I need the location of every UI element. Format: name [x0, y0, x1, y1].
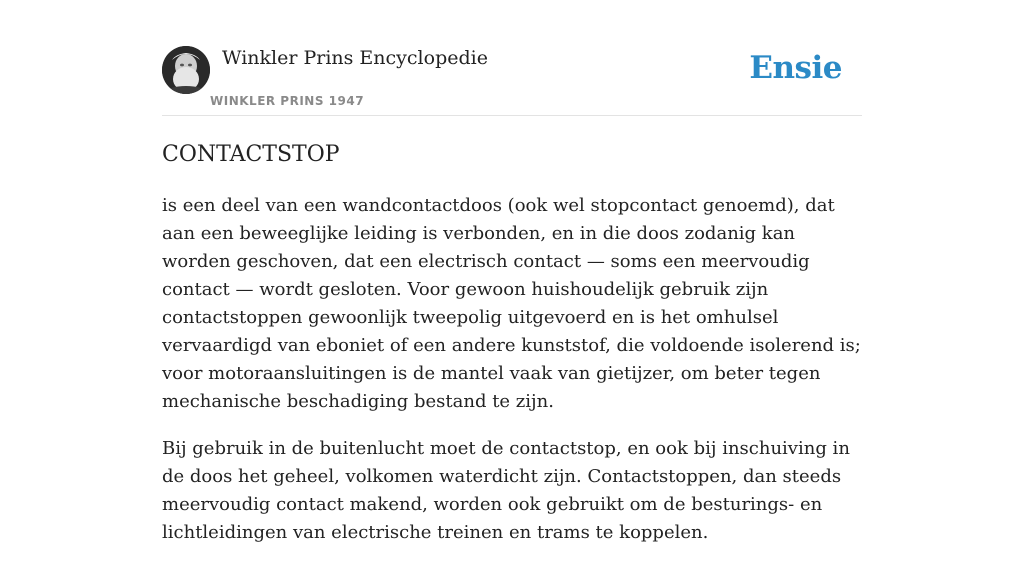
brand-logo[interactable]: Ensie	[749, 50, 842, 86]
source-title[interactable]: Winkler Prins Encyclopedie	[222, 47, 488, 69]
source-header	[162, 0, 862, 116]
entry-body	[162, 192, 862, 566]
page-container	[162, 0, 862, 543]
source-subtitle[interactable]: WINKLER PRINS 1947	[210, 94, 365, 108]
avatar[interactable]	[162, 46, 210, 94]
entry-title: CONTACTSTOP	[162, 142, 340, 167]
portrait-avatar-icon	[162, 46, 210, 94]
entry-paragraph: is een deel van een wandcontactdoos (ook wel stopcontact genoemd), dat aan een beweeglijke leiding is verbonden, en in die doos zodanig kan worden geschoven, dat een electrisch contact — soms een meervoudig contact — wordt gesloten. Voor gewoon huishoudelijk gebruik zijn contactstoppen gewoonlijk tweepolig uitgevoerd en is het omhulsel vervaardigd van eboniet of een andere kunststof, die voldoende isolerend is; voor motoraansluitingen is de mantel vaak van gietijzer, om beter tegen mechanische beschadiging bestand te zijn.	[162, 195, 861, 412]
entry-paragraph: Bij gebruik in de buitenlucht moet de contactstop, en ook bij inschuiving in de doos het geheel, volkomen waterdicht zijn. Contactstoppen, dan steeds meervoudig contact makend, worden ook gebruikt om de besturings- en lichtleidingen van electrische treinen en trams te koppelen.	[162, 438, 850, 543]
